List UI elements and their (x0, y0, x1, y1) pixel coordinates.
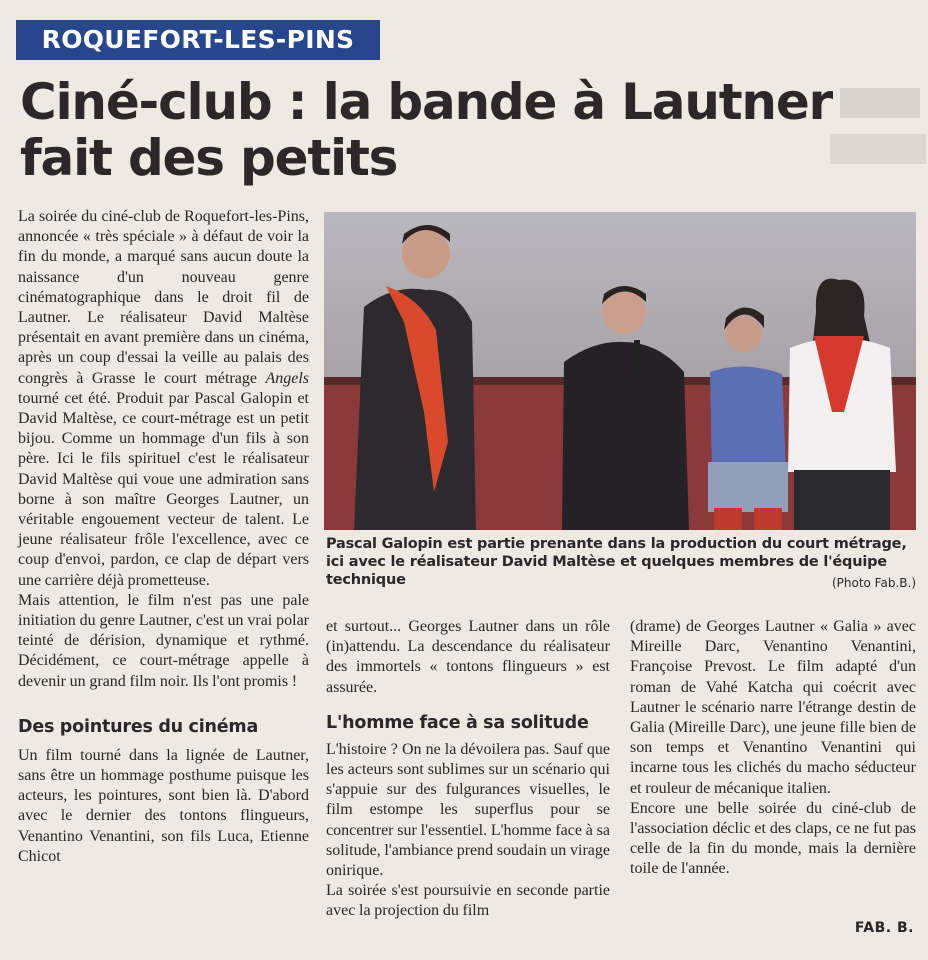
bleed-shapes (830, 70, 928, 190)
paragraph-conclusion: Encore une belle soirée du ciné-club de l'association déclic et des claps, ce ne fut pas celle de la fin du monde, mais la dernière toile de l'année. (630, 799, 916, 878)
article-column-1 (18, 207, 309, 867)
article-photo (324, 212, 916, 530)
paragraph-intro (18, 207, 309, 591)
paragraph-lautner: et surtout... Georges Lautner dans un rôle (in)attendu. La descendance du réalisateur des immortels « tontons flingueurs » est assurée. (326, 618, 610, 696)
paragraph-histoire: L'histoire ? On ne la dévoilera pas. Sauf que les acteurs sont sublimes sur un scénario qui s'appuie sur des fulgurances visuelles, le film estompe les superflus pour se concentrer sur l'essentiel. L'homme face à sa solitude, l'ambiance prend soudain un virage onirique. (326, 740, 610, 880)
section-kicker: ROQUEFORT-LES-PINS (16, 20, 380, 60)
article-column-3 (630, 617, 916, 880)
intro-text: La soirée du ciné-club de Roquefort-les-Pins, annoncée « très spéciale » à défaut de voir la fin du monde, a marqué sans aucun doute la naissance d'un nouveau genre cinématographique dans le droit fil de Lautner. Le réalisateur David Maltèse présentait en avant première dans un cinéma, après un coup d'essai la veille au palais des congrès à Grasse le court métrage (18, 208, 309, 387)
paragraph-pointures: Un film tourné dans la lignée de Lautner, sans être un hommage posthume puisque les acteurs, les pointures, sont bien là. D'abord avec le dernier des tontons flingueurs, Venantino Venantini, son fils Luca, Etienne Chicot (18, 746, 309, 865)
article-column-2 (326, 617, 610, 922)
headline-line-2: fait des petits (20, 129, 398, 187)
headline-line-1: Ciné-club : la bande à Lautner (20, 73, 832, 131)
headline (20, 73, 832, 187)
photo-caption: Pascal Galopin est partie prenante dans la production du court métrage, ici avec le réalisateur David Maltèse et quelques membres de l'équipe technique (326, 536, 907, 588)
photo-credit: (Photo Fab.B.) (831, 576, 916, 590)
photo-illustration (324, 212, 916, 530)
adjacent-article-bleed (830, 70, 928, 190)
author-signature: FAB. B. (854, 920, 914, 936)
intro-text-rest: tourné cet été. Produit par Pascal Galopin et David Maltèse, ce court-métrage est un petit bijou. Comme un hommage d'un fils à son père. Ici le fils spirituel c'est le réalisateur David Maltèse qui voue une admiration sans borne à son maître Georges Lautner, un véritable engouement vecteur de talent. Le jeune réalisateur frôle l'excellence, avec ce coup d'envoi, pardon, ce clap de départ vers une carrière déjà prometteuse. (18, 389, 309, 589)
subheading-solitude: L'homme face à sa solitude (326, 712, 589, 733)
paragraph-attention: Mais attention, le film n'est pas une pale initiation du genre Lautner, c'est un vrai polar teinté de dérision, dynamique et rythmé. Décidément, ce court-métrage appelle à devenir un grand film noir. Ils l'ont promis ! (18, 591, 309, 690)
film-title: Angels (265, 369, 309, 387)
subheading-pointures: Des pointures du cinéma (18, 716, 259, 737)
paragraph-galia: (drame) de Georges Lautner « Galia » avec Mireille Darc, Venantino Venantini, Françoise Prevost. Le film adapté d'un roman de Vahé Katcha qui coécrit avec Lautner le scénario narre l'étrange destin de Galia (Mireille Darc), une jeune fille bien de son temps et Venantino Venantini qui incarne tous les clichés du macho séducteur et rouleur de mécanique italien. (630, 618, 916, 797)
paragraph-soiree: La soirée s'est poursuivie en seconde partie avec la projection du film (326, 882, 610, 920)
